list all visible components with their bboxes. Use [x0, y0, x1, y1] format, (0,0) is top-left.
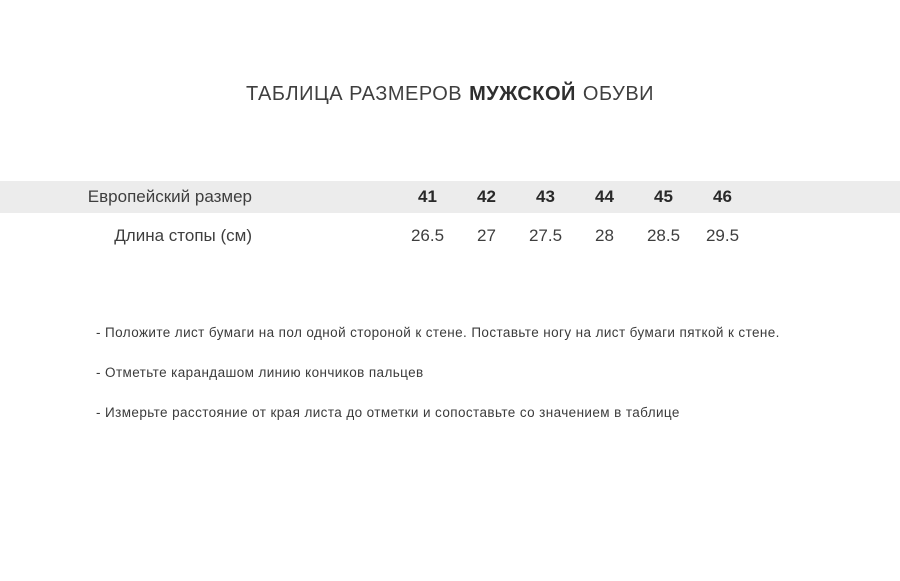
row-label-foot-length: Длина стопы (см) — [114, 226, 252, 245]
page-title — [0, 81, 900, 108]
table-row-foot-length — [0, 213, 900, 259]
size-cell: 41 — [418, 187, 437, 206]
length-cell: 27.5 — [528, 226, 563, 245]
size-cells — [398, 187, 752, 207]
instruction-line-1: - Положите лист бумаги на пол одной стороной к стене. Поставьте ногу на лист бумаги пяткой к стене. — [96, 325, 780, 340]
measurement-instructions — [96, 326, 900, 420]
length-cell: 29.5 — [705, 226, 740, 245]
size-cell: 46 — [713, 187, 732, 206]
length-cell: 26.5 — [410, 226, 445, 245]
table-row-european-size — [0, 181, 900, 213]
size-cell: 44 — [595, 187, 614, 206]
page-title-suffix: ОБУВИ — [582, 83, 655, 105]
length-cell: 28.5 — [646, 226, 681, 245]
length-cell: 27 — [477, 226, 496, 245]
page-title-prefix: ТАБЛИЦА РАЗМЕРОВ — [245, 83, 463, 105]
size-cell: 42 — [477, 187, 496, 206]
instruction-line-2: - Отметьте карандашом линию кончиков пальцев — [96, 365, 424, 380]
size-table — [0, 181, 900, 259]
length-cells — [398, 226, 752, 246]
size-cell: 45 — [654, 187, 673, 206]
instruction-line-3: - Измерьте расстояние от края листа до отметки и сопоставьте со значением в таблице — [96, 405, 680, 420]
row-label-european-size: Европейский размер — [87, 187, 252, 206]
size-chart-page — [0, 81, 900, 581]
page-title-highlight: МУЖСКОЙ — [469, 83, 576, 105]
length-cell: 28 — [595, 226, 614, 245]
size-cell: 43 — [536, 187, 555, 206]
